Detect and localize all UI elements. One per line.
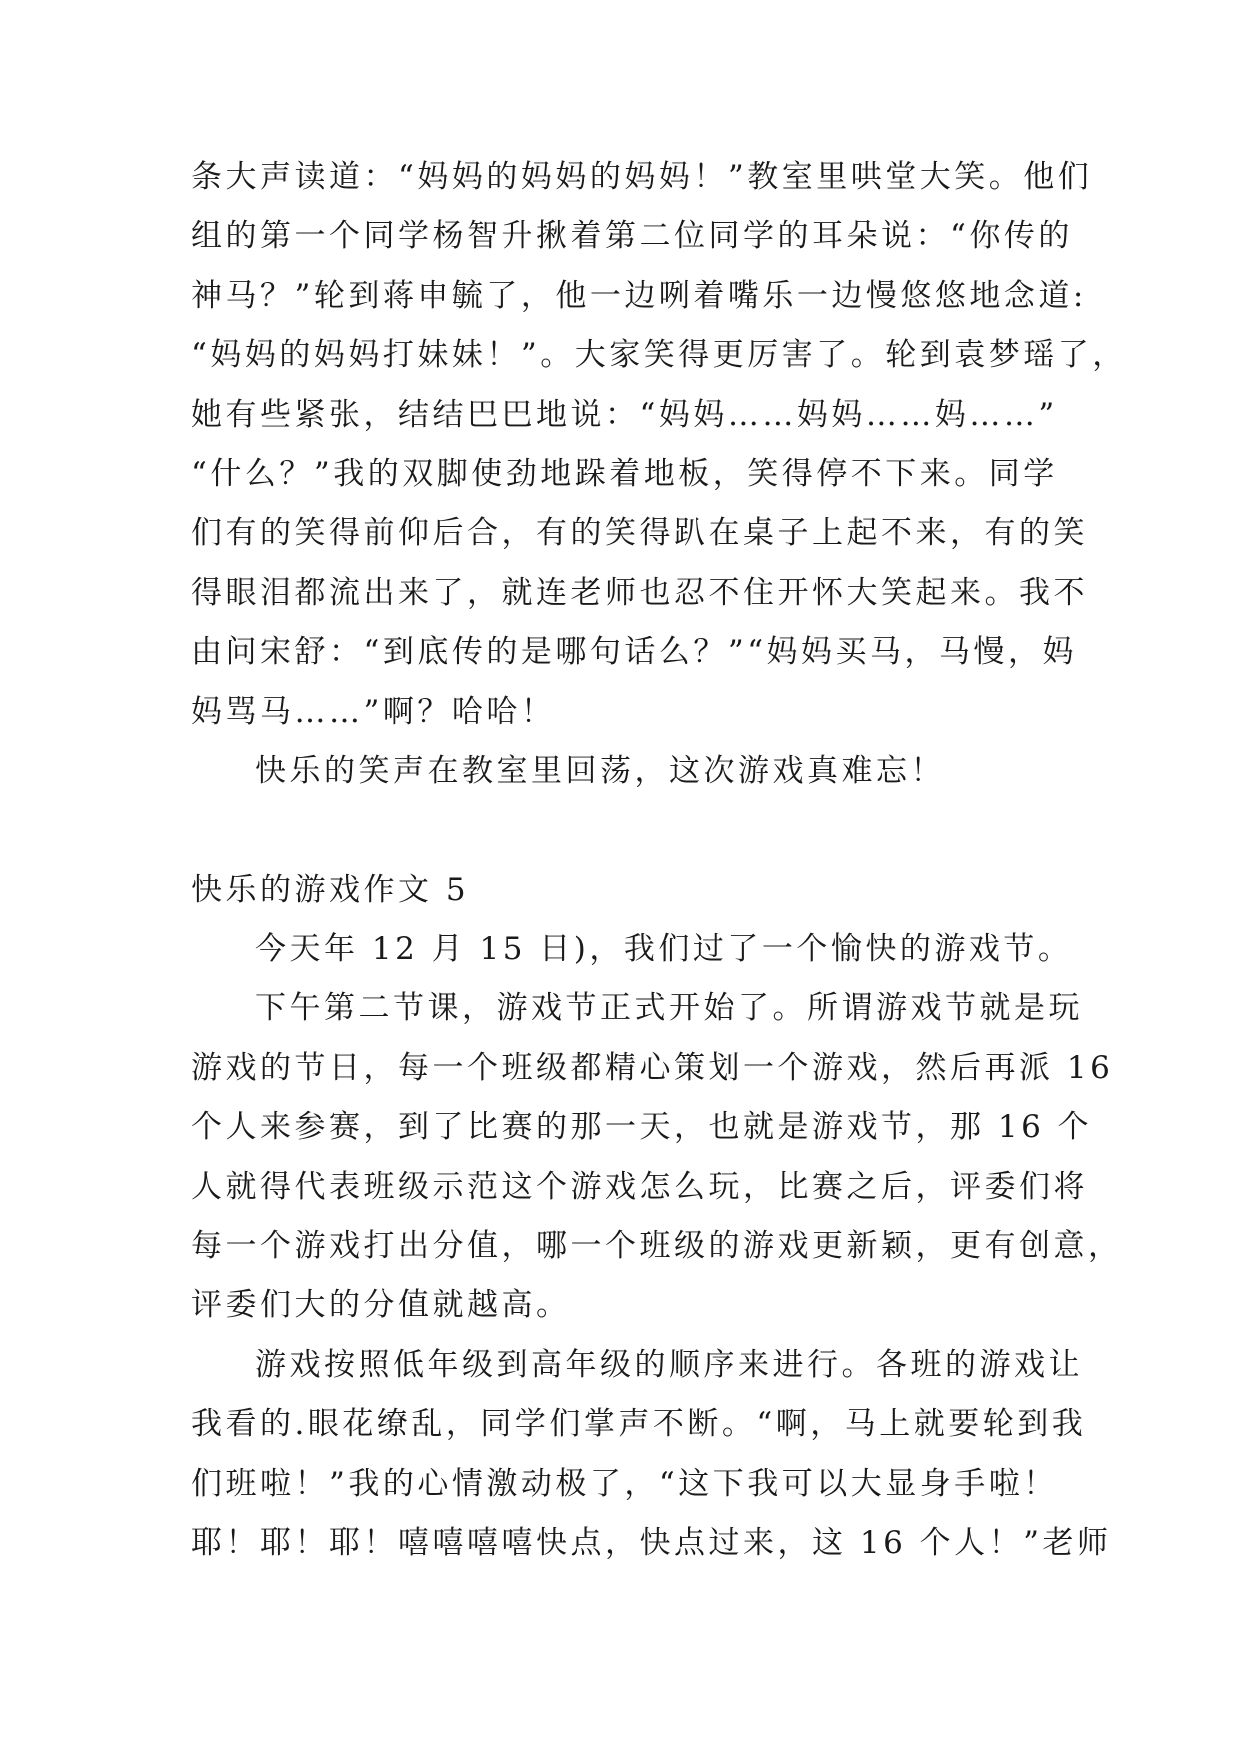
text-line: 游戏按照低年级到高年级的顺序来进行。各班的游戏让 — [255, 1346, 1083, 1383]
text-line: 由问宋舒：“到底传的是哪句话么？”“妈妈买马，马慢，妈 — [191, 634, 1078, 671]
text-line: 每一个游戏打出分值，哪一个班级的游戏更新颖，更有创意， — [191, 1228, 1123, 1265]
text-line: 组的第一个同学杨智升揪着第二位同学的耳朵说：“你传的 — [191, 218, 1073, 255]
text-line: 评委们大的分值就越高。 — [191, 1287, 571, 1324]
text-line: 下午第二节课，游戏节正式开始了。所谓游戏节就是玩 — [255, 990, 1083, 1027]
text-line: 们班啦！”我的心情激动极了，“这下我可以大显身手啦！ — [191, 1465, 1058, 1502]
essay-title: 快乐的游戏作文 5 — [191, 871, 470, 908]
text-line: 她有些紧张，结结巴巴地说：“妈妈……妈妈……妈……” — [191, 396, 1058, 433]
text-line: 游戏的节日，每一个班级都精心策划一个游戏，然后再派 16 — [191, 1049, 1114, 1086]
text-line: 个人来参赛，到了比赛的那一天，也就是游戏节，那 16 个 — [191, 1109, 1093, 1146]
text-line: 耶！耶！耶！嘻嘻嘻嘻快点，快点过来，这 16 个人！”老师 — [191, 1524, 1112, 1561]
text-line: 我看的.眼花缭乱，同学们掌声不断。“啊，马上就要轮到我 — [191, 1406, 1087, 1443]
text-line: 条大声读道：“妈妈的妈妈的妈妈！”教室里哄堂大笑。他们 — [191, 159, 1093, 195]
closing-sentence: 快乐的笑声在教室里回荡，这次游戏真难忘！ — [255, 752, 945, 789]
section-spacer — [191, 801, 1053, 860]
text-line: 妈骂马……”啊？哈哈！ — [191, 693, 556, 730]
text-line: 神马？”轮到蒋申毓了，他一边咧着嘴乐一边慢悠悠地念道: — [191, 277, 1087, 314]
paragraph-story-ending — [191, 148, 1127, 742]
text-line: 人就得代表班级示范这个游戏怎么玩，比赛之后，评委们将 — [191, 1168, 1088, 1205]
text-line: “妈妈的妈妈打妹妹！”。大家笑得更厉害了。轮到袁梦瑶了， — [191, 337, 1127, 374]
intro-sentence: 今天年 12 月 15 日)，我们过了一个愉快的游戏节。 — [255, 931, 1073, 968]
paragraph-game-order — [191, 1336, 1112, 1574]
text-line: 得眼泪都流出来了，就连老师也忍不住开怀大笑起来。我不 — [191, 574, 1088, 611]
paragraph-game-festival — [191, 979, 1123, 1335]
document-body — [191, 148, 1127, 1573]
text-line: “什么？”我的双脚使劲地跺着地板，笑得停不下来。同学 — [191, 455, 1058, 492]
text-line: 们有的笑得前仰后合，有的笑得趴在桌子上起不来，有的笑 — [191, 515, 1088, 552]
